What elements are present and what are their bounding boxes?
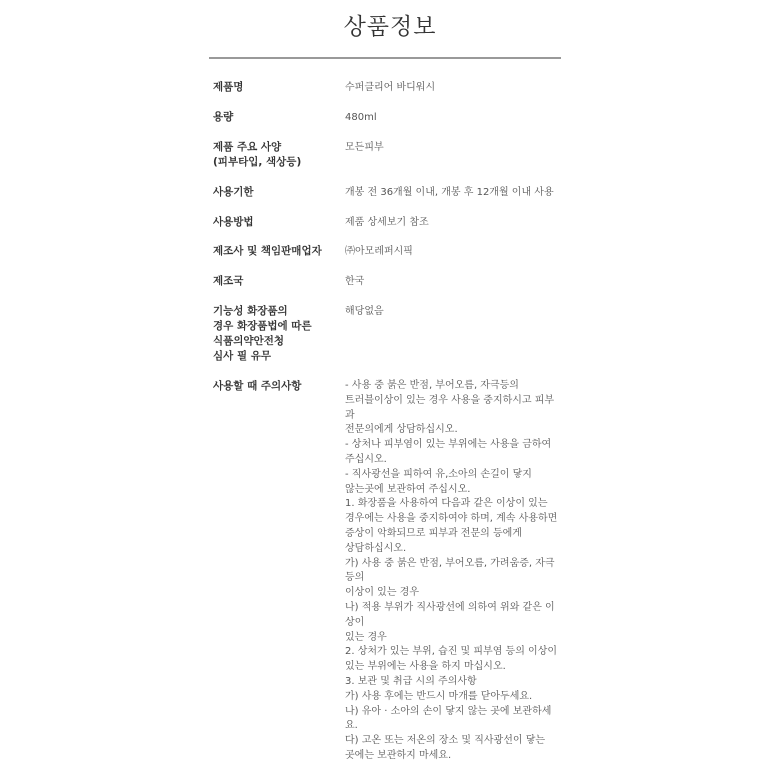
spec-row-capacity (213, 110, 563, 140)
spec-row-usage (213, 215, 563, 244)
title-divider (209, 57, 561, 59)
spec-value: 해당없음 (345, 306, 384, 317)
spec-label: 제조국 (213, 275, 244, 287)
spec-value: ㈜아모레퍼시픽 (345, 246, 413, 257)
spec-value: 개봉 전 36개월 이내, 개봉 후 12개월 이내 사용 (345, 187, 554, 198)
spec-value: 제품 상세보기 참조 (345, 217, 429, 228)
spec-row-product-name (213, 80, 563, 110)
spec-label: 제조사 및 책임판매업자 (213, 245, 322, 257)
spec-label: 기능성 화장품의 경우 화장품법에 따른 식품의약안전청 심사 필 유무 (213, 305, 312, 362)
spec-row-caution (213, 379, 563, 764)
spec-value: 모든피부 (345, 142, 384, 153)
product-info-table (213, 80, 563, 764)
spec-row-functional (213, 304, 563, 379)
spec-label: 용량 (213, 111, 234, 123)
spec-label: 사용방법 (213, 216, 254, 228)
spec-value: 한국 (345, 276, 365, 287)
spec-label: 사용기한 (213, 186, 254, 198)
page-title: 상품정보 (343, 14, 437, 40)
spec-row-manufacturer (213, 244, 563, 274)
spec-value: 480ml (345, 112, 377, 123)
spec-label: 제품 주요 사양 (피부타입, 색상등) (213, 141, 302, 168)
spec-row-country (213, 274, 563, 304)
spec-label: 사용할 때 주의사항 (213, 380, 302, 392)
spec-row-specs (213, 140, 563, 185)
spec-row-expiry (213, 185, 563, 215)
spec-label: 제품명 (213, 81, 244, 93)
spec-value: - 사용 중 붉은 반점, 부어오름, 자극등의 트러블이상이 있는 경우 사용을 중지하시고 피부과 전문의에게 상담하십시오. - 상처나 피부염이 있는 부위에는 사용을 금하여 주십시오. - 직사광선을 피하여 유,소아의 손길이 닿지 않는곳에 보관하여 주십시오. 1. 화장품을 사용하여 다음과 같은 이상이 있는 경우에는 사용을 중지하여야 하며, 계속 사용하면 증상이 악화되므로 피부과 전문의 등에게 상담하십시오. 가) 사용 중 붉은 반점, 부어오름, 가려움증, 자극 등의 이상이 있는 경우 나) 적용 부위가 직사광선에 의하여 위와 같은 이상이 있는 경우 2. 상처가 있는 부위, 습진 및 피부염 등의 이상이 있는 부위에는 사용을 하지 마십시오. 3. 보관 및 취급 시의 주의사항 가) 사용 후에는 반드시 마개를 닫아두세요. 나) 유아 · 소아의 손이 닿지 않는 곳에 보관하세요. 다) 고온 또는 저온의 장소 및 직사광선이 닿는 곳에는 보관하지 마세요. (345, 380, 558, 761)
spec-value: 수퍼클리어 바디워시 (345, 82, 436, 93)
